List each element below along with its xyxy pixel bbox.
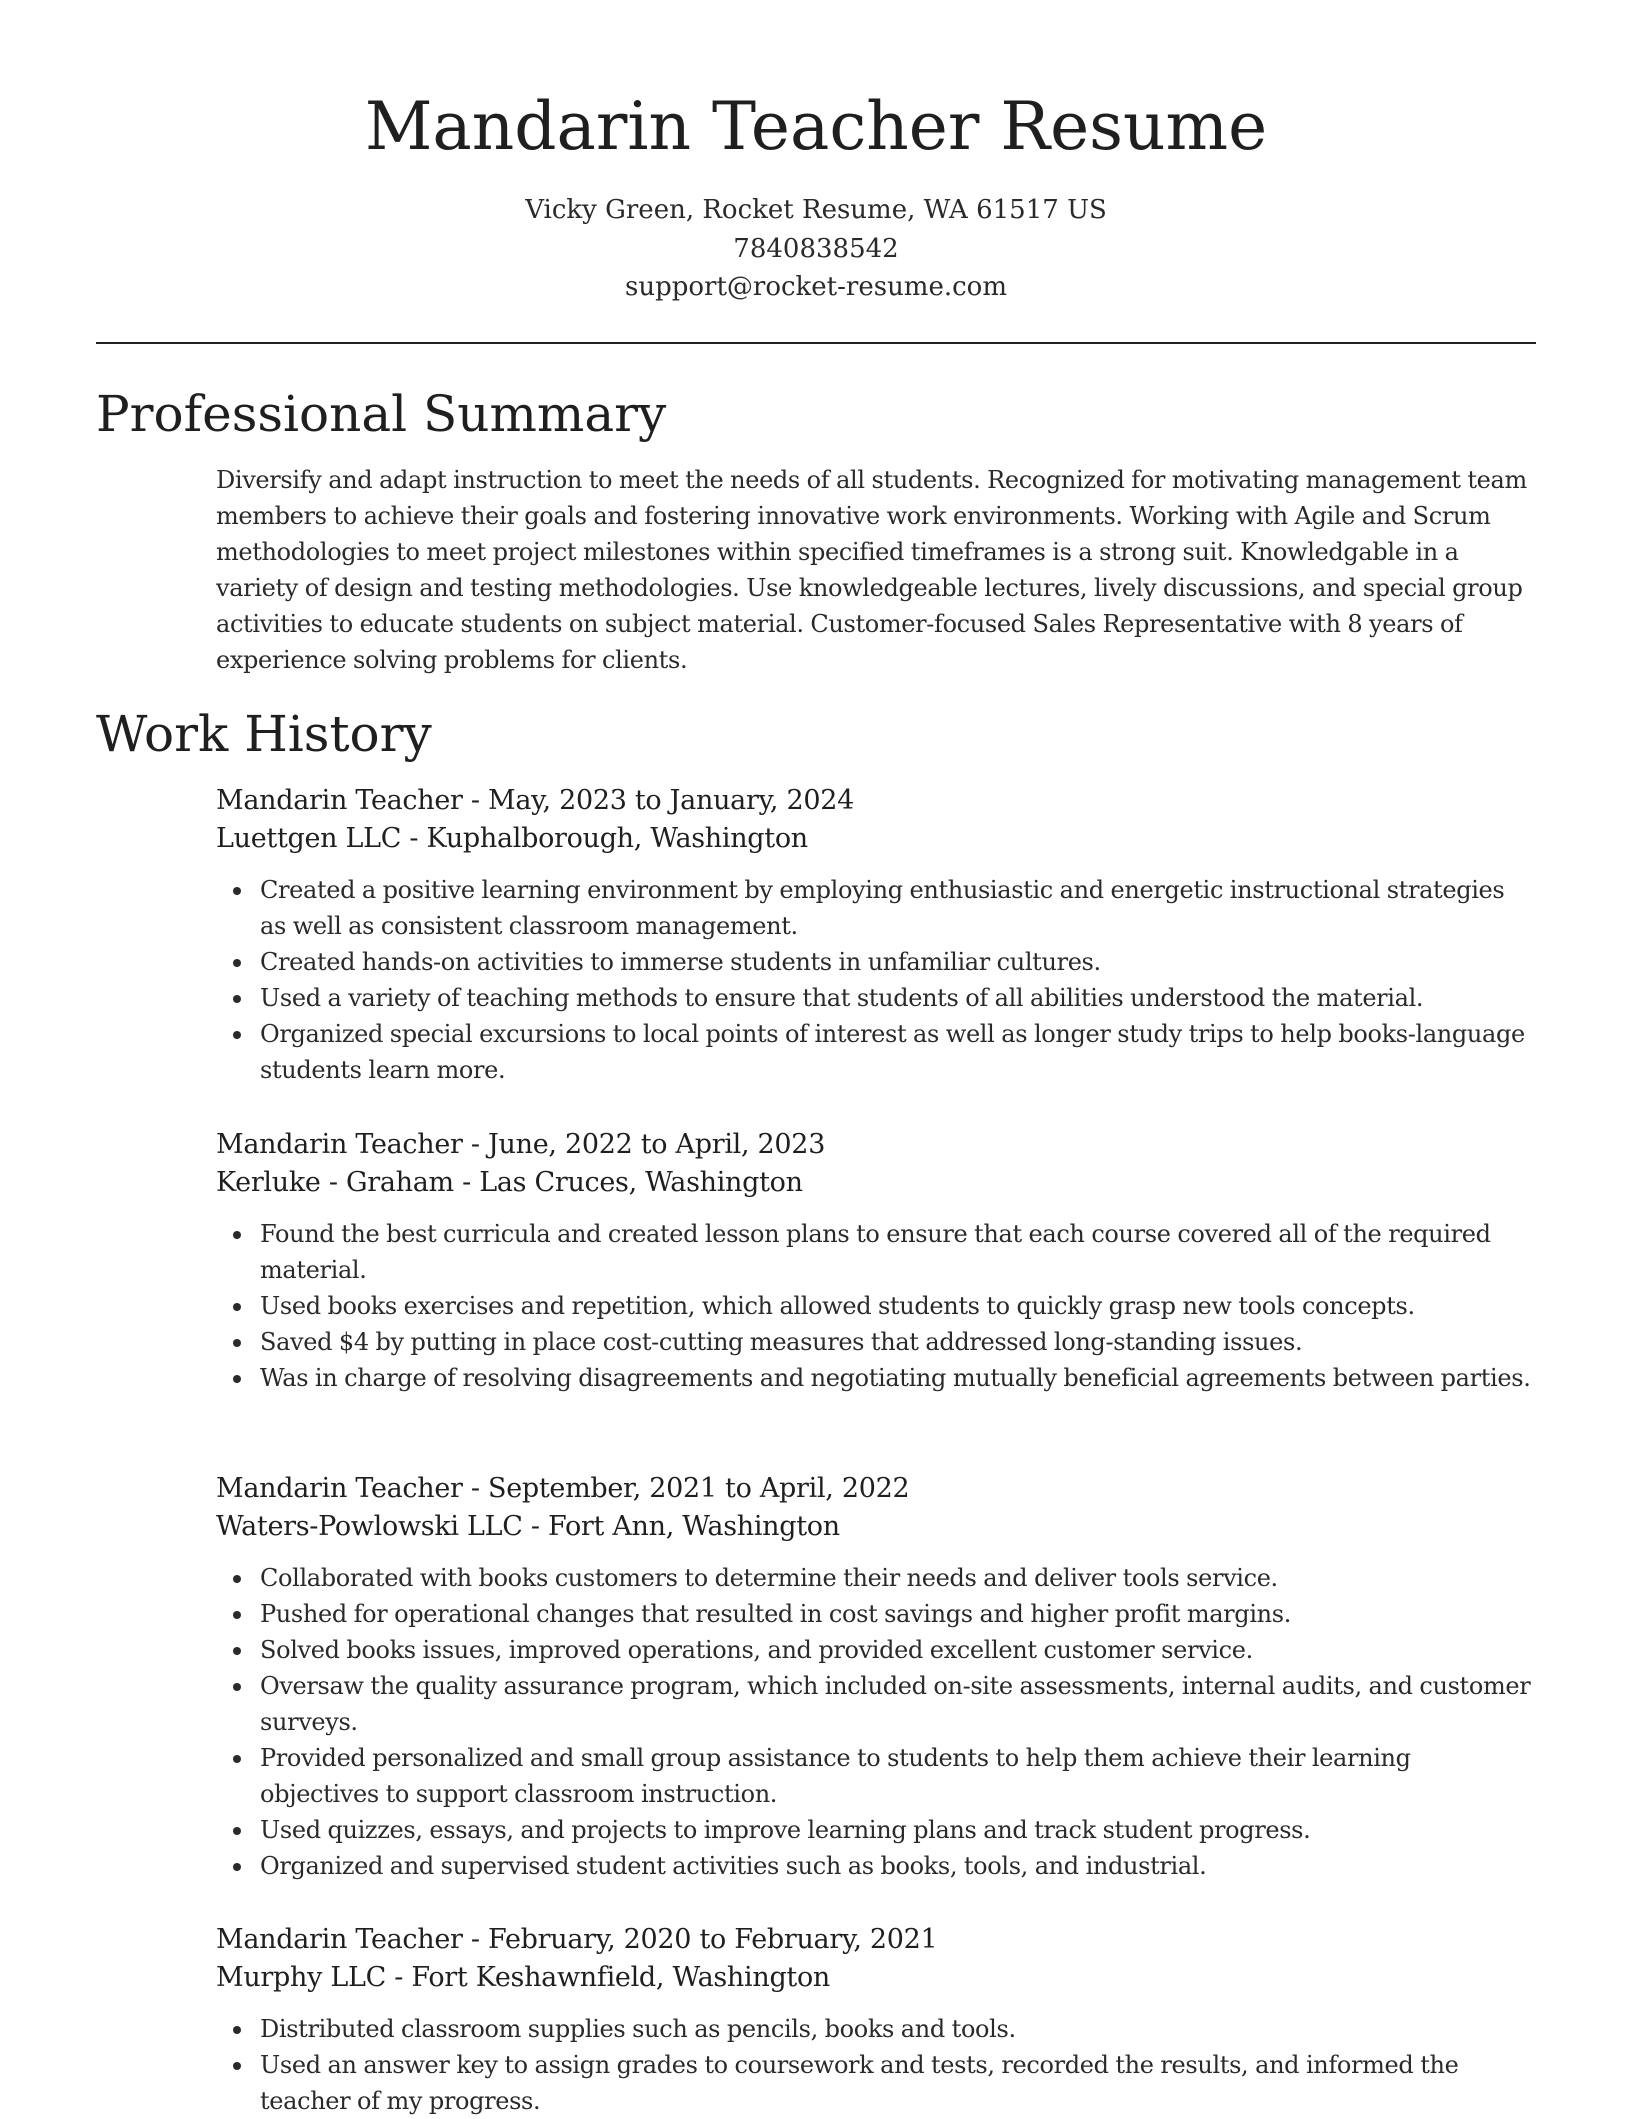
job-company-location: Luettgen LLC - Kuphalborough, Washington — [216, 823, 808, 854]
summary-heading: Professional Summary — [96, 385, 667, 443]
job-title-dates: Mandarin Teacher - September, 2021 to April, 2022 — [216, 1473, 910, 1504]
job-duty: Saved $4 by putting in place cost-cutting measures that addressed long-standing issues. — [260, 1324, 1536, 1360]
job-duty: Pushed for operational changes that resulted in cost savings and higher profit margins. — [260, 1596, 1536, 1632]
job-company-location: Murphy LLC - Fort Keshawnfield, Washington — [216, 1962, 831, 1993]
job-entry-3 — [216, 1470, 1536, 1884]
contact-phone: 7840838542 — [733, 234, 899, 264]
job-entry-2 — [216, 1126, 1536, 1396]
job-company-location: Waters-Powlowski LLC - Fort Ann, Washington — [216, 1511, 840, 1542]
job-duty: Created a positive learning environment by employing enthusiastic and energetic instructional strategies as well as consistent classroom management. — [260, 872, 1536, 944]
job-duty: Used quizzes, essays, and projects to improve learning plans and track student progress. — [260, 1812, 1536, 1848]
job-duties-list — [216, 1216, 1536, 1396]
contact-address: Vicky Green, Rocket Resume, WA 61517 US — [525, 195, 1107, 225]
job-duty: Organized and supervised student activities such as books, tools, and industrial. — [260, 1848, 1536, 1884]
job-duty: Provided personalized and small group assistance to students to help them achieve their learning objectives to support classroom instruction. — [260, 1740, 1536, 1812]
contact-email: support@rocket-resume.com — [624, 272, 1007, 302]
job-duty: Collaborated with books customers to determine their needs and deliver tools service. — [260, 1560, 1536, 1596]
job-title-dates: Mandarin Teacher - June, 2022 to April, 2023 — [216, 1129, 826, 1160]
job-duty: Used books exercises and repetition, which allowed students to quickly grasp new tools concepts. — [260, 1288, 1536, 1324]
job-duty: Found the best curricula and created lesson plans to ensure that each course covered all of the required material. — [260, 1216, 1536, 1288]
job-duty: Used a variety of teaching methods to ensure that students of all abilities understood the material. — [260, 980, 1536, 1016]
job-duty: Was in charge of resolving disagreements and negotiating mutually beneficial agreements between parties. — [260, 1360, 1536, 1396]
job-entry-4 — [216, 1921, 1536, 2119]
job-duties-list — [216, 872, 1536, 1088]
resume-page — [96, 0, 1536, 2115]
job-title-dates: Mandarin Teacher - February, 2020 to February, 2021 — [216, 1924, 938, 1955]
job-title-dates: Mandarin Teacher - May, 2023 to January, 2024 — [216, 785, 855, 816]
work-history-heading: Work History — [96, 705, 432, 763]
job-duty: Solved books issues, improved operations, and provided excellent customer service. — [260, 1632, 1536, 1668]
job-duty: Oversaw the quality assurance program, which included on-site assessments, internal audits, and customer surveys. — [260, 1668, 1536, 1740]
job-duty: Created hands-on activities to immerse students in unfamiliar cultures. — [260, 944, 1536, 980]
job-company-location: Kerluke - Graham - Las Cruces, Washington — [216, 1167, 803, 1198]
resume-title: Mandarin Teacher Resume — [364, 88, 1268, 165]
job-duties-list — [216, 1560, 1536, 1884]
header-divider — [96, 342, 1536, 344]
job-duties-list — [216, 2011, 1536, 2119]
job-entry-1 — [216, 782, 1536, 1088]
summary-text: Diversify and adapt instruction to meet the needs of all students. Recognized for motivating management team members to achieve their goals and fostering innovative work environments. Working with Agile and Scrum methodologies to meet project milestones within specified timeframes is a strong suit. Knowledgable in a variety of design and testing methodologies. Use knowledgeable lectures, lively discussions, and special group activities to educate students on subject material. Customer-focused Sales Representative with 8 years of experience solving problems for clients. — [216, 466, 1527, 674]
job-duty: Used an answer key to assign grades to coursework and tests, recorded the results, and informed the teacher of my progress. — [260, 2047, 1536, 2119]
job-duty: Distributed classroom supplies such as pencils, books and tools. — [260, 2011, 1536, 2047]
job-duty: Organized special excursions to local points of interest as well as longer study trips to help books-language students learn more. — [260, 1016, 1536, 1088]
